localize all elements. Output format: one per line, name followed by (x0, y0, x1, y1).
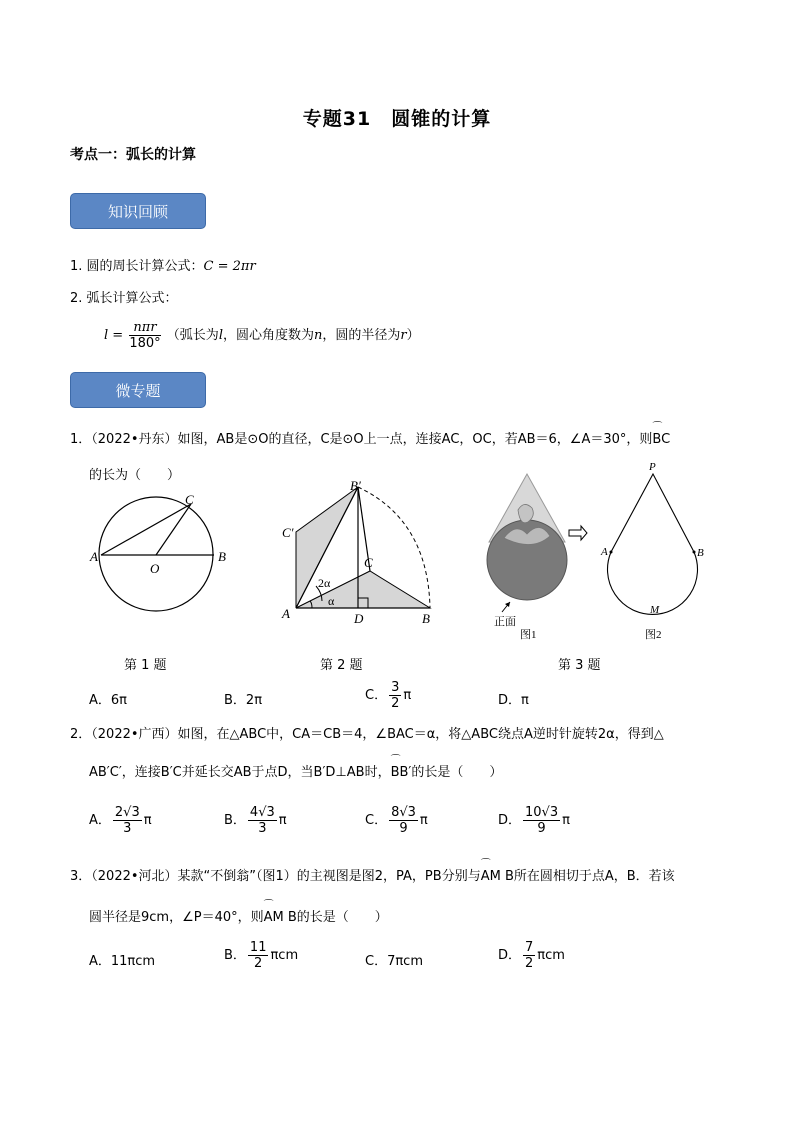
q3-option-c: C．7πcm (365, 954, 423, 969)
q1-option-c: C． $\frac{3}{2}$ π (365, 680, 412, 711)
caption-fig-2: 第 2 题 (320, 658, 363, 673)
label-o: O (150, 561, 160, 576)
label-a: A (601, 546, 608, 558)
arc-length-formula: l = $\frac{\text{nπr}}{180^\circ}$ （弧长为l，圆心角度数为n，圆的半径为r） (104, 320, 420, 351)
q2-option-a: A． $\frac{2√3}{3}$ π (89, 805, 152, 836)
label-a: A (90, 549, 98, 564)
q2-option-b: B． $\frac{4√3}{3}$ π (224, 805, 287, 836)
q1-option-a: A．6π (89, 693, 127, 708)
label-c-prime: C′ (282, 525, 294, 540)
page-title: 专题31 圆锥的计算 (302, 108, 492, 130)
triangle-abc (296, 571, 430, 608)
caption-fig-1: 第 1 题 (124, 658, 167, 673)
figure-1-circle (86, 488, 236, 638)
q1-stem-line2: 的长为（ ） (89, 468, 181, 483)
label-a: A (282, 606, 290, 621)
label-2alpha: 2α (318, 576, 331, 590)
chord-ac (101, 504, 191, 555)
front-arrow-head (505, 602, 510, 607)
q1-option-b: B．2π (224, 693, 263, 708)
point-a (610, 551, 613, 554)
q1-stem-line1: 1．（2022•丹东）如图，AB是⊙O的直径，C是⊙O上一点，连接AC，OC，若AB＝6，∠A＝30°，则⌒ BC (70, 431, 670, 449)
section-review-badge: 知识回顾 (70, 193, 206, 229)
label-fig-2: 图2 (645, 629, 662, 641)
q1-option-d: D．π (498, 693, 529, 708)
label-fig-1: 图1 (520, 629, 537, 641)
label-m: M (650, 604, 660, 616)
radius-oc (156, 504, 191, 555)
q3-stem-line2: 圆半径是9cm，∠P＝40°，则⌒ AM B的长是（ ） (89, 909, 388, 927)
q3-stem-line1: 3．（2022•河北）某款“不倒翁”（图1）的主视图是图2，PA，PB分别与⌒ AM B所在圆相切于点A，B．若该 (70, 868, 675, 886)
q2-stem-line2: AB′C′，连接B′C并延长交AB于点D，当B′D⊥AB时，⌒ BB′的长是（ ） (89, 764, 502, 782)
label-p: P (649, 461, 656, 473)
review-item-2: 2. 弧长计算公式： (70, 291, 178, 306)
review-item-1: 1. 圆的周长计算公式：C = 2πr (70, 259, 256, 274)
point-b (693, 551, 696, 554)
tumbler-base (487, 520, 567, 600)
q3-option-d: D． $\frac{7}{2}$ πcm (498, 940, 565, 971)
figure-2-rotation (278, 475, 443, 630)
q2-option-d: D． $\frac{10√3}{9}$ π (498, 805, 570, 836)
transform-arrow (569, 526, 587, 540)
q2-option-c: C． $\frac{8√3}{9}$ π (365, 805, 428, 836)
label-alpha: α (328, 594, 335, 608)
section-micro-badge: 微专题 (70, 372, 206, 408)
label-b: B (218, 549, 226, 564)
label-b: B (422, 611, 430, 626)
figure-3-tumbler (480, 460, 720, 645)
caption-fig-3: 第 3 题 (558, 658, 601, 673)
label-front: 正面 (494, 616, 516, 628)
q3-option-b: B． $\frac{11}{2}$ πcm (224, 940, 299, 971)
q3-option-a: A．11πcm (89, 954, 156, 969)
label-b: B (697, 547, 704, 559)
label-c: C (364, 555, 373, 570)
label-d: D (354, 611, 364, 626)
tumbler-front-view (608, 474, 698, 614)
topic-heading: 考点一：弧长的计算 (70, 147, 196, 163)
formula-fraction: $\frac{\text{nπr}}{180^\circ}$ (129, 320, 161, 351)
q2-stem-line1: 2．（2022•广西）如图，在△ABC中，CA＝CB＝4，∠BAC＝α，将△ABC绕点A逆时针旋转2α，得到△ (70, 727, 664, 742)
label-c: C (185, 492, 194, 507)
label-b-prime: B′ (350, 478, 361, 493)
